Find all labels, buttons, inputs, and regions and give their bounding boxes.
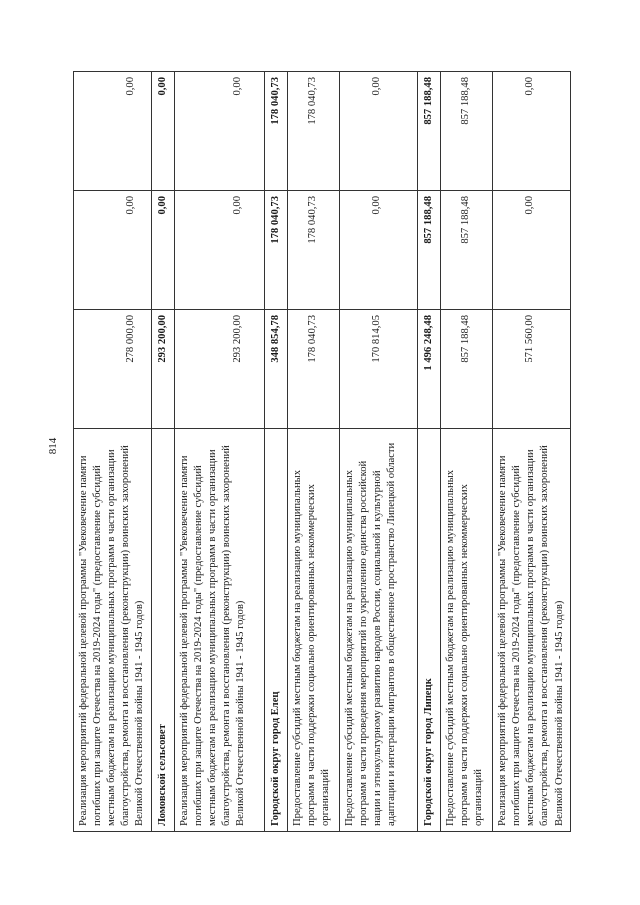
table-row bbox=[175, 72, 265, 832]
row-description: Реализация мероприятий федеральной целевой программы "Увековечение памяти погибших при защите Отечества на 2019-2024 годы" (предоставление субсидий местным бюджетам на реализацию муниципальных программ в части организации благоустройства, ремонта и восстановления (реконструкции) воинских захоронений Великой Отечественной войны 1941 - 1945 годов) bbox=[74, 429, 152, 832]
row-value-2: 0,00 bbox=[175, 191, 265, 310]
table-row-group bbox=[152, 72, 175, 832]
row-value-2: 857 188,48 bbox=[441, 191, 493, 310]
row-value-3: 0,00 bbox=[175, 72, 265, 191]
table-row bbox=[340, 72, 418, 832]
row-description: Предоставление субсидий местным бюджетам на реализацию муниципальных программ в части проведения мероприятий по укреплению единства российской нации и этнокультурному развитию народов России, социальной и культурной адаптации и интеграции мигрантов в общественное пространство Липецкой области bbox=[340, 429, 418, 832]
row-description: Предоставление субсидий местным бюджетам на реализацию муниципальных программ в части поддержки социально ориентированных некоммерческих организаций bbox=[441, 429, 493, 832]
row-value-1: 278 000,00 bbox=[74, 310, 152, 429]
table-row bbox=[493, 72, 571, 832]
group-value-2: 178 040,73 bbox=[265, 191, 288, 310]
row-value-3: 178 040,73 bbox=[288, 72, 340, 191]
group-value-2: 857 188,48 bbox=[418, 191, 441, 310]
row-value-1: 293 200,00 bbox=[175, 310, 265, 429]
row-value-3: 0,00 bbox=[74, 72, 152, 191]
rotated-table-wrapper bbox=[73, 72, 565, 832]
group-value-3: 0,00 bbox=[152, 72, 175, 191]
row-description: Реализация мероприятий федеральной целевой программы "Увековечение памяти погибших при защите Отечества на 2019-2024 годы" (предоставление субсидий местным бюджетам на реализацию муниципальных программ в части организации благоустройства, ремонта и восстановления (реконструкции) воинских захоронений Великой Отечественной войны 1941 - 1945 годов) bbox=[175, 429, 265, 832]
row-value-1: 571 560,00 bbox=[493, 310, 571, 429]
group-title: Ломовской сельсовет bbox=[152, 429, 175, 832]
row-value-1: 857 188,48 bbox=[441, 310, 493, 429]
group-value-1: 348 854,78 bbox=[265, 310, 288, 429]
page-number: 814 bbox=[47, 437, 59, 455]
table-row bbox=[74, 72, 152, 832]
table-row-group bbox=[265, 72, 288, 832]
row-value-1: 170 814,05 bbox=[340, 310, 418, 429]
row-value-3: 0,00 bbox=[493, 72, 571, 191]
row-value-2: 0,00 bbox=[340, 191, 418, 310]
group-value-1: 293 200,00 bbox=[152, 310, 175, 429]
row-value-3: 857 188,48 bbox=[441, 72, 493, 191]
table-row bbox=[441, 72, 493, 832]
table-row-group bbox=[418, 72, 441, 832]
group-title: Городской округ город Елец bbox=[265, 429, 288, 832]
row-value-2: 0,00 bbox=[74, 191, 152, 310]
row-description: Реализация мероприятий федеральной целевой программы "Увековечение памяти погибших при защите Отечества на 2019-2024 годы" (предоставление субсидий местным бюджетам на реализацию муниципальных программ в части организации благоустройства, ремонта и восстановления (реконструкции) воинских захоронений Великой Отечественной войны 1941 - 1945 годов) bbox=[493, 429, 571, 832]
group-value-2: 0,00 bbox=[152, 191, 175, 310]
row-value-1: 178 040,73 bbox=[288, 310, 340, 429]
row-value-2: 178 040,73 bbox=[288, 191, 340, 310]
group-title: Городской округ город Липецк bbox=[418, 429, 441, 832]
row-description: Предоставление субсидий местным бюджетам на реализацию муниципальных программ в части поддержки социально ориентированных некоммерческих организаций bbox=[288, 429, 340, 832]
table-row bbox=[288, 72, 340, 832]
group-value-3: 178 040,73 bbox=[265, 72, 288, 191]
row-value-2: 0,00 bbox=[493, 191, 571, 310]
group-value-3: 857 188,48 bbox=[418, 72, 441, 191]
group-value-1: 1 496 248,48 bbox=[418, 310, 441, 429]
row-value-3: 0,00 bbox=[340, 72, 418, 191]
subsidy-table bbox=[73, 71, 571, 832]
